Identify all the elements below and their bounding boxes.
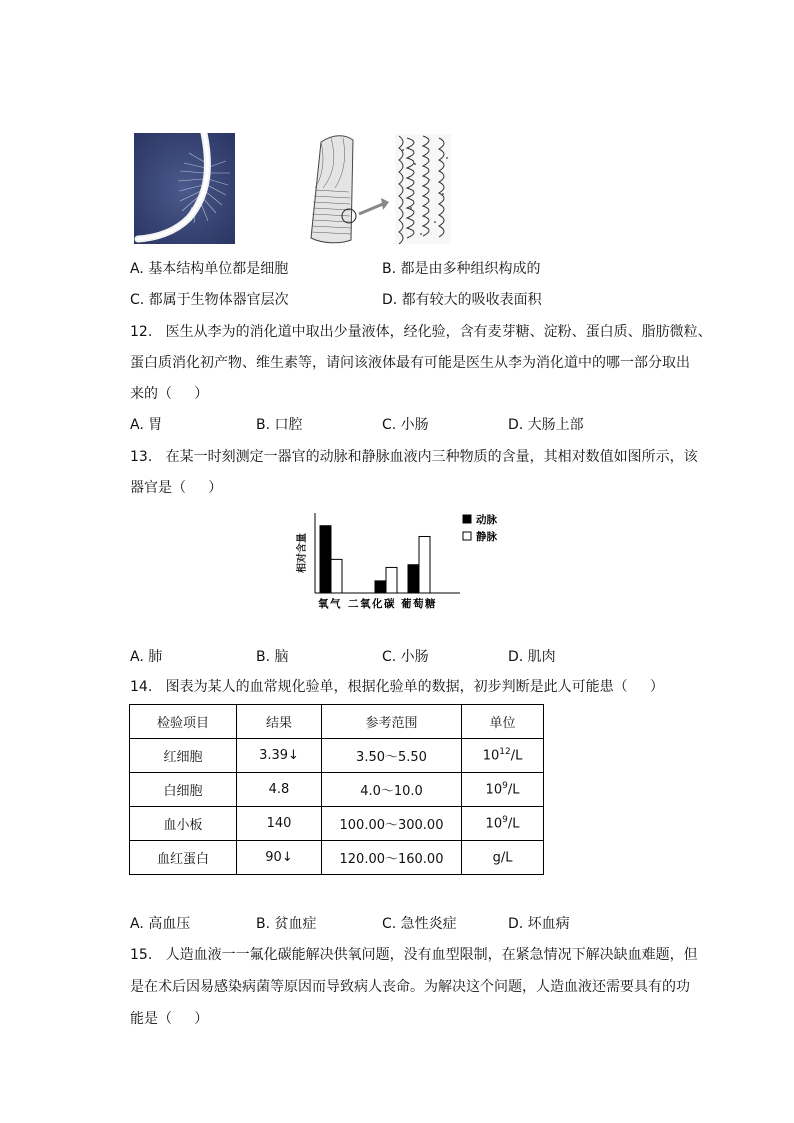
table-row: [130, 739, 544, 773]
q13-option-d: D. 肌肉: [508, 649, 556, 665]
blood-content-chart: [290, 505, 510, 615]
table-header-cell: 检验项目: [130, 705, 237, 739]
q15-text-line1: 15. 人造血液一一氟化碳能解决供氧问题，没有血型限制，在紧急情况下解决缺血难题，但: [130, 947, 698, 963]
chart-y-axis-label: 相对含量: [297, 533, 308, 573]
table-cell-result: 3.39↓: [237, 739, 322, 773]
q12-option-c: C. 小肠: [382, 417, 429, 433]
chart-x-tick-label: 葡萄糖: [401, 598, 437, 610]
q14-option-d: D. 坏血病: [508, 916, 570, 932]
q13-text-line2: 器官是（ ）: [130, 480, 223, 496]
chart-bar-vein: [331, 559, 342, 593]
chart-bar-artery: [408, 565, 419, 593]
q13-option-a: A. 肺: [130, 649, 163, 665]
q12-option-a: A. 胃: [130, 417, 163, 433]
table-cell-item: 红细胞: [130, 739, 237, 773]
q11-option-d: D. 都有较大的吸收表面积: [382, 292, 542, 308]
chart-x-tick-label: 氧气: [318, 598, 342, 610]
chart-x-tick-label: 二氧化碳: [348, 598, 396, 610]
chart-legend-label: 静脉: [476, 531, 497, 543]
chart-bar-artery: [375, 581, 386, 593]
chart-bar-vein: [419, 536, 430, 593]
table-header-cell: 单位: [462, 705, 544, 739]
table-cell-item: 血红蛋白: [130, 841, 237, 875]
table-row: [130, 807, 544, 841]
table-cell-unit: $10^9/L$: [462, 807, 544, 841]
chart-legend-swatch: [463, 532, 471, 540]
q12-text-line3: 来的（ ）: [130, 386, 209, 402]
q15-text-line2: 是在术后因易感染病菌等原因而导致病人丧命。为解决这个问题，人造血液还需要具有的功: [130, 979, 690, 995]
q13-option-b: B. 脑: [256, 649, 289, 665]
table-header-row: [130, 705, 544, 739]
table-header-cell: 参考范围: [322, 705, 462, 739]
chart-legend-label: 动脉: [476, 514, 497, 526]
chart-bar-vein: [386, 567, 397, 593]
intestine-villi-diagram: [303, 130, 453, 248]
table-cell-result: 90↓: [237, 841, 322, 875]
table-cell-result: 4.8: [237, 773, 322, 807]
table-cell-result: 140: [237, 807, 322, 841]
q12-text-line2: 蛋白质消化初产物、维生素等，请问该液体最有可能是医生从李为消化道中的哪一部分取出: [130, 355, 690, 371]
q14-option-c: C. 急性炎症: [382, 916, 457, 932]
table-row: [130, 773, 544, 807]
chart-bar-artery: [320, 526, 331, 593]
q11-option-b: B. 都是由多种组织构成的: [382, 261, 541, 277]
table-cell-item: 血小板: [130, 807, 237, 841]
q12-option-b: B. 口腔: [256, 417, 303, 433]
q13-text-line1: 13. 在某一时刻测定一器官的动脉和静脉血液内三种物质的含量，其相对数值如图所示，该: [130, 449, 698, 465]
root-hair-photo: [134, 133, 235, 244]
q13-option-c: C. 小肠: [382, 649, 429, 665]
q12-text-line1: 12. 医生从李为的消化道中取出少量液体，经化验，含有麦芽糖、淀粉、蛋白质、脂肪微粒、: [130, 324, 712, 340]
table-cell-range: 4.0～10.0: [322, 773, 462, 807]
table-cell-range: 3.50～5.50: [322, 739, 462, 773]
q11-option-a: A. 基本结构单位都是细胞: [130, 261, 289, 277]
q11-option-c: C. 都属于生物体器官层次: [130, 292, 289, 308]
q14-text-line1: 14. 图表为某人的血常规化验单，根据化验单的数据，初步判断是此人可能患（ ）: [130, 679, 664, 695]
table-cell-unit: $10^9/L$: [462, 773, 544, 807]
chart-legend-swatch: [463, 515, 471, 523]
table-cell-unit: g/L: [462, 841, 544, 875]
table-cell-range: 100.00～300.00: [322, 807, 462, 841]
table-cell-unit: $10^{12}/L$: [462, 739, 544, 773]
q14-option-a: A. 高血压: [130, 916, 191, 932]
table-row: [130, 841, 544, 875]
table-header-cell: 结果: [237, 705, 322, 739]
table-cell-item: 白细胞: [130, 773, 237, 807]
blood-test-table: [129, 704, 544, 875]
table-cell-range: 120.00～160.00: [322, 841, 462, 875]
q12-option-d: D. 大肠上部: [508, 417, 584, 433]
q14-option-b: B. 贫血症: [256, 916, 317, 932]
q15-text-line3: 能是（ ）: [130, 1011, 209, 1027]
